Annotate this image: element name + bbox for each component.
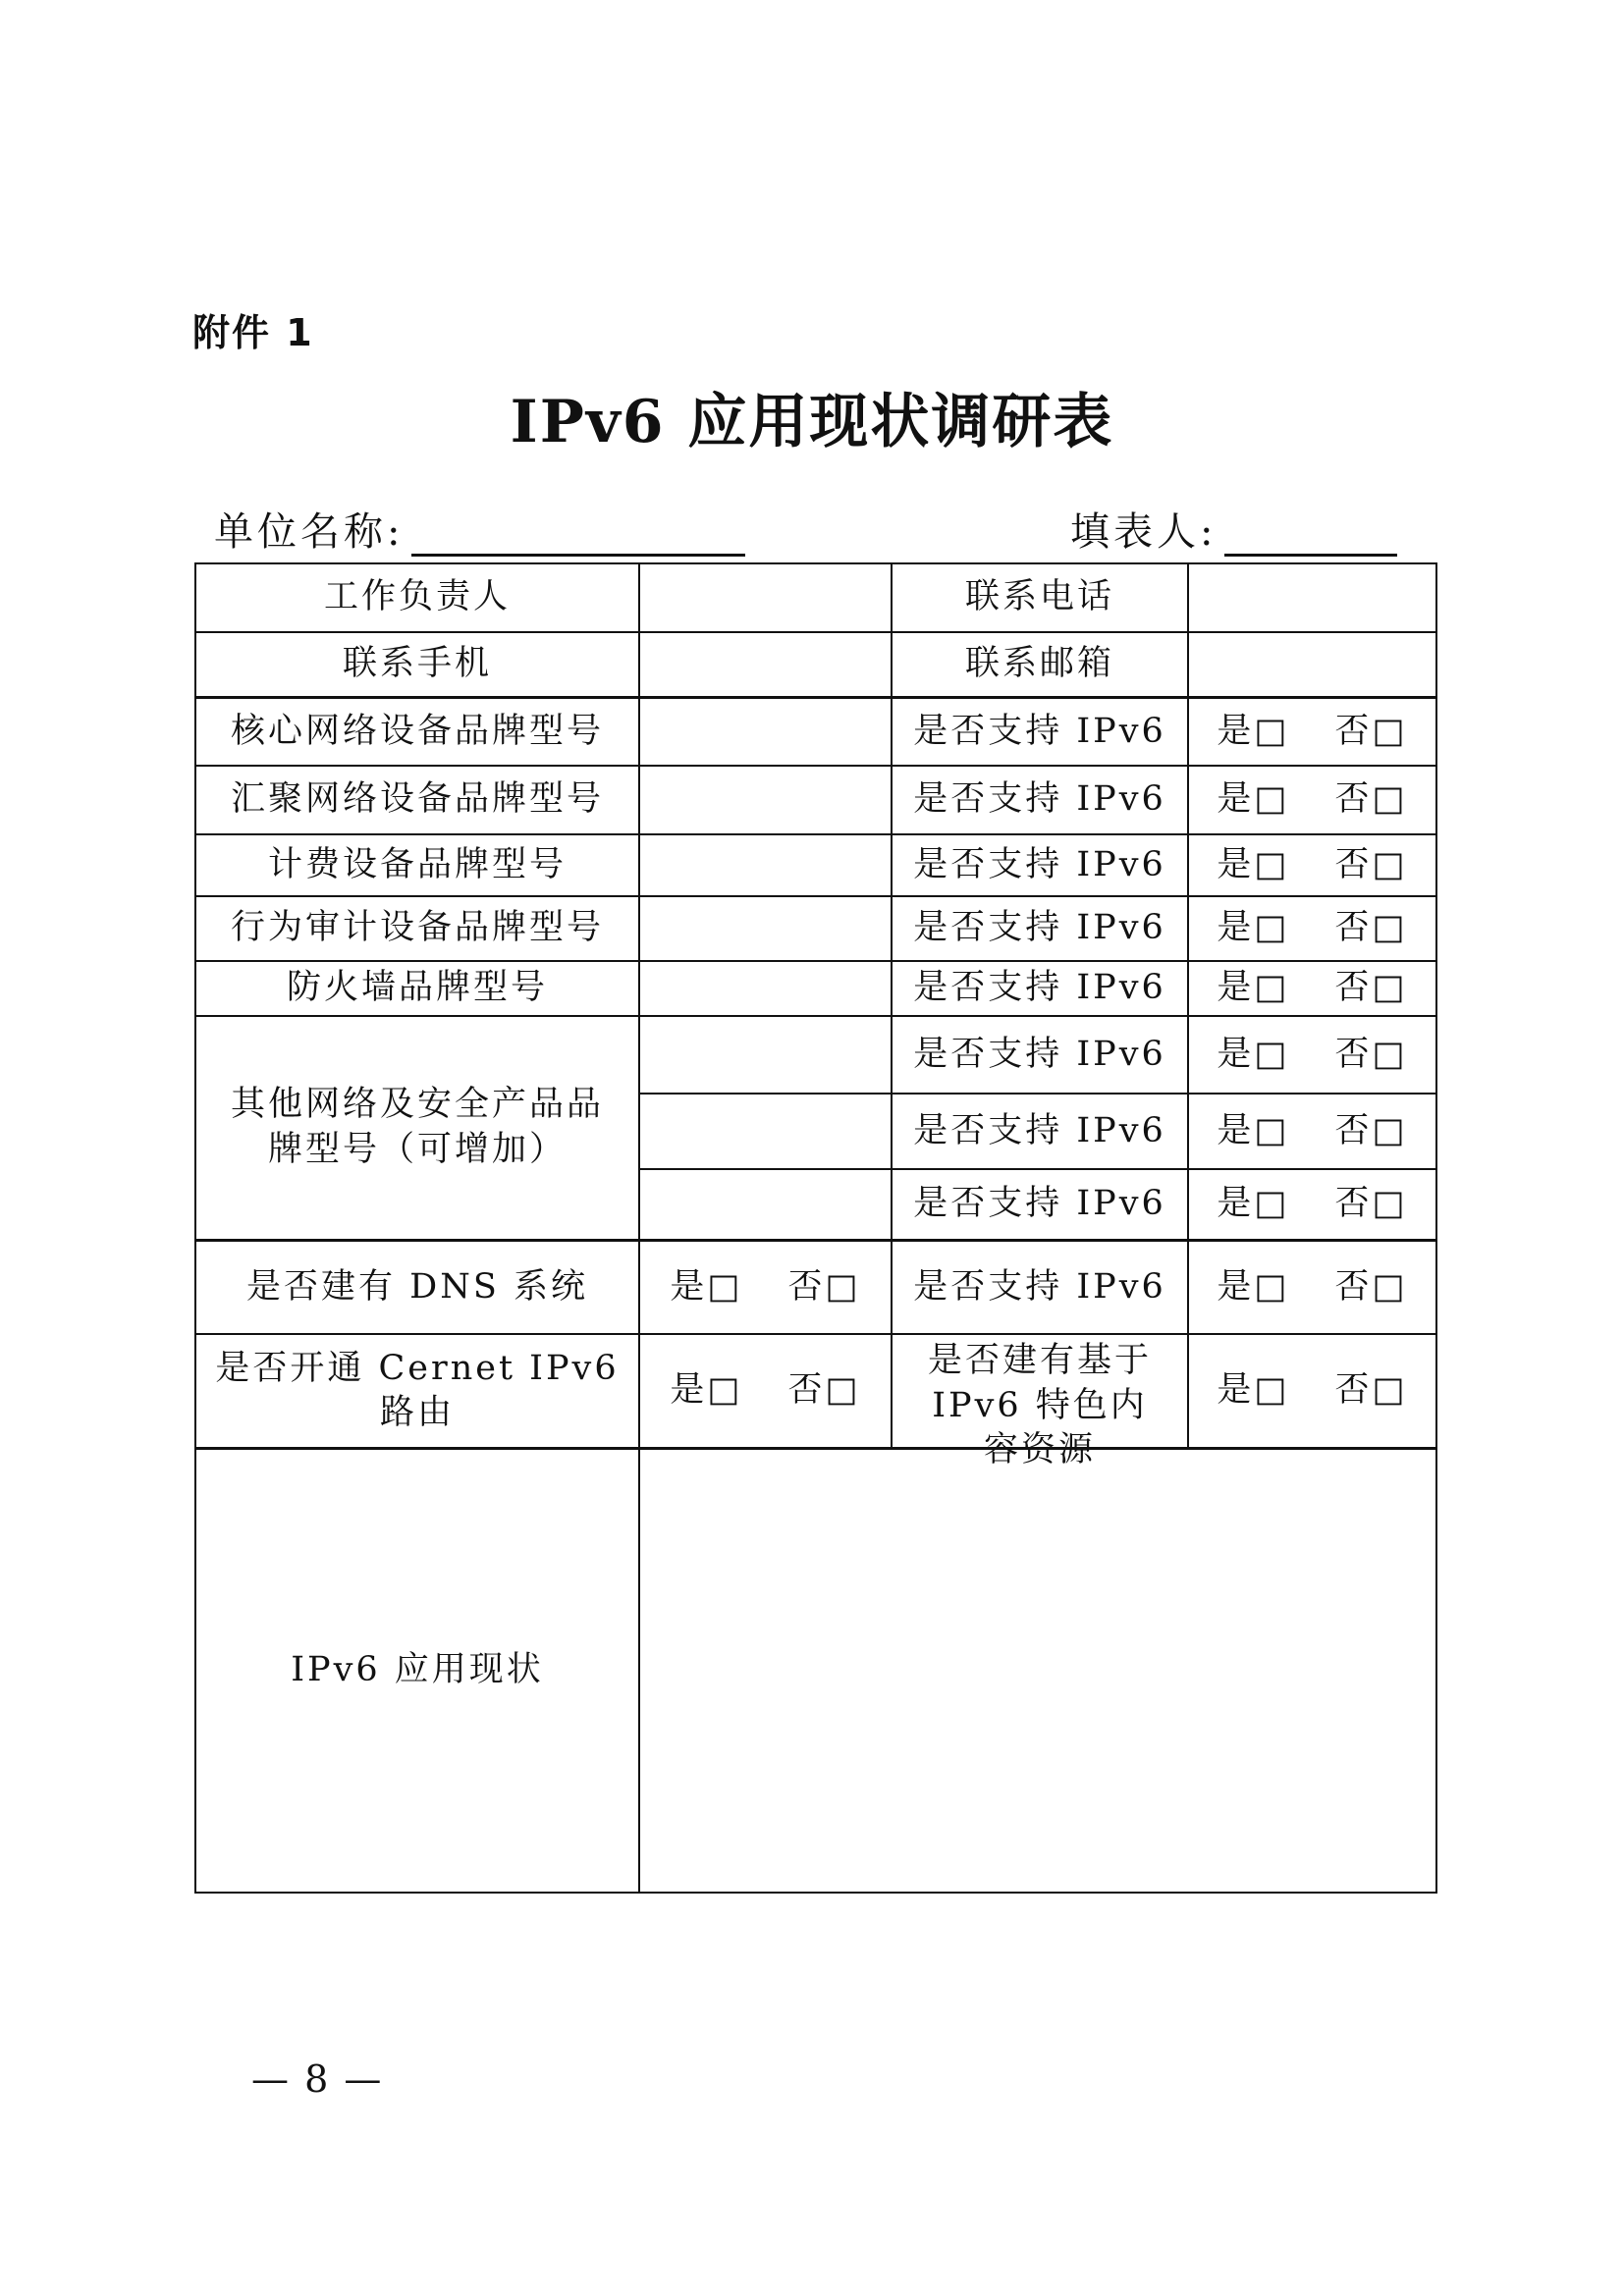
cell-blank[interactable] [639,766,892,834]
table-row [195,563,1436,632]
table-row [195,697,1436,766]
yes-no-choice[interactable] [1188,961,1436,1016]
table-row [195,632,1436,697]
table-row [195,1449,1436,1893]
table-row [195,1016,1436,1094]
cell-label: 是否支持 IPv6 [892,834,1188,896]
cell-blank[interactable] [1188,563,1436,632]
cell-label: 是否支持 IPv6 [892,1240,1188,1334]
unit-name-blank[interactable] [411,508,745,557]
no-checkbox[interactable]: 否□ [1334,844,1408,884]
yes-checkbox[interactable]: 是□ [1217,1034,1290,1074]
table-row [195,834,1436,896]
yes-checkbox[interactable]: 是□ [1217,844,1290,884]
no-checkbox[interactable]: 否□ [1334,1034,1408,1074]
cell-label: 联系手机 [195,632,639,697]
cell-blank[interactable] [1188,632,1436,697]
content-question-cell [892,1334,1188,1469]
yes-no-choice[interactable] [1188,1094,1436,1169]
yes-checkbox[interactable]: 是□ [1217,1370,1290,1411]
cell-label: 是否建有基于 IPv6 特色内容资源 [927,1341,1152,1469]
page-title: IPv6 应用现状调研表 [510,388,1114,456]
cell-label: 是否支持 IPv6 [892,1094,1188,1169]
cell-blank[interactable] [639,1016,892,1094]
yes-checkbox[interactable]: 是□ [1217,968,1290,1008]
cell-blank[interactable] [639,563,892,632]
yes-no-choice[interactable] [1188,1240,1436,1334]
cell-label: 是否支持 IPv6 [892,1016,1188,1094]
no-checkbox[interactable]: 否□ [1334,1370,1408,1411]
cell-label: 其他网络及安全产品品牌型号（可增加） [195,1016,639,1240]
cell-label: 是否开通 Cernet IPv6 路由 [195,1334,639,1449]
cell-label: 联系邮箱 [892,632,1188,697]
no-checkbox[interactable]: 否□ [1334,1184,1408,1223]
cell-label: 是否支持 IPv6 [892,896,1188,961]
filler-label: 填表人: [1070,509,1218,555]
page-number: — 8 — [251,2057,384,2101]
cell-label: 是否支持 IPv6 [892,961,1188,1016]
no-checkbox[interactable]: 否□ [787,1370,861,1411]
yes-checkbox[interactable]: 是□ [670,1266,743,1307]
unit-name-field [214,501,745,557]
cell-label: 计费设备品牌型号 [195,834,639,896]
no-checkbox[interactable]: 否□ [1334,968,1408,1008]
filler-blank[interactable] [1224,508,1397,557]
attachment-label: 附件 1 [192,311,314,354]
filler-field [1070,501,1397,557]
cell-label: 工作负责人 [195,563,639,632]
cell-label: 是否支持 IPv6 [892,766,1188,834]
cell-label: 核心网络设备品牌型号 [195,697,639,766]
cell-blank[interactable] [639,896,892,961]
cell-blank[interactable] [639,1094,892,1169]
yes-checkbox[interactable]: 是□ [1217,908,1290,948]
no-checkbox[interactable]: 否□ [1334,1266,1408,1307]
cell-label: 防火墙品牌型号 [195,961,639,1016]
yes-checkbox[interactable]: 是□ [1217,779,1290,820]
yes-no-choice[interactable] [1188,766,1436,834]
cell-blank[interactable] [639,1169,892,1240]
table-row [195,766,1436,834]
survey-table [194,562,1437,1894]
cell-label: 是否支持 IPv6 [892,697,1188,766]
cell-label: IPv6 应用现状 [195,1449,639,1893]
yes-checkbox[interactable]: 是□ [670,1370,743,1411]
yes-checkbox[interactable]: 是□ [1217,1110,1290,1150]
yes-no-choice[interactable] [1188,1016,1436,1094]
yes-no-choice[interactable] [1188,896,1436,961]
table-row [195,896,1436,961]
no-checkbox[interactable]: 否□ [1334,1110,1408,1150]
yes-checkbox[interactable]: 是□ [1217,711,1290,751]
cell-label: 是否支持 IPv6 [892,1169,1188,1240]
no-checkbox[interactable]: 否□ [1334,908,1408,948]
no-checkbox[interactable]: 否□ [787,1266,861,1307]
cell-label: 行为审计设备品牌型号 [195,896,639,961]
cell-label: 联系电话 [892,563,1188,632]
table-row [195,1334,1436,1449]
yes-no-choice[interactable] [639,1334,892,1449]
cell-label: 汇聚网络设备品牌型号 [195,766,639,834]
yes-no-choice[interactable] [1188,697,1436,766]
yes-checkbox[interactable]: 是□ [1217,1184,1290,1223]
cell-label: 是否建有 DNS 系统 [195,1240,639,1334]
cell-blank[interactable] [639,697,892,766]
yes-no-choice[interactable] [1188,1334,1436,1449]
table-row [195,961,1436,1016]
cell-blank[interactable] [639,961,892,1016]
cell-blank[interactable] [639,632,892,697]
no-checkbox[interactable]: 否□ [1334,779,1408,820]
yes-checkbox[interactable]: 是□ [1217,1266,1290,1307]
yes-no-choice[interactable] [1188,834,1436,896]
table-row [195,1240,1436,1334]
yes-no-choice[interactable] [1188,1169,1436,1240]
status-blank[interactable] [639,1449,1436,1893]
no-checkbox[interactable]: 否□ [1334,711,1408,751]
unit-name-label: 单位名称: [214,509,405,555]
cell-blank[interactable] [639,834,892,896]
yes-no-choice[interactable] [639,1240,892,1334]
